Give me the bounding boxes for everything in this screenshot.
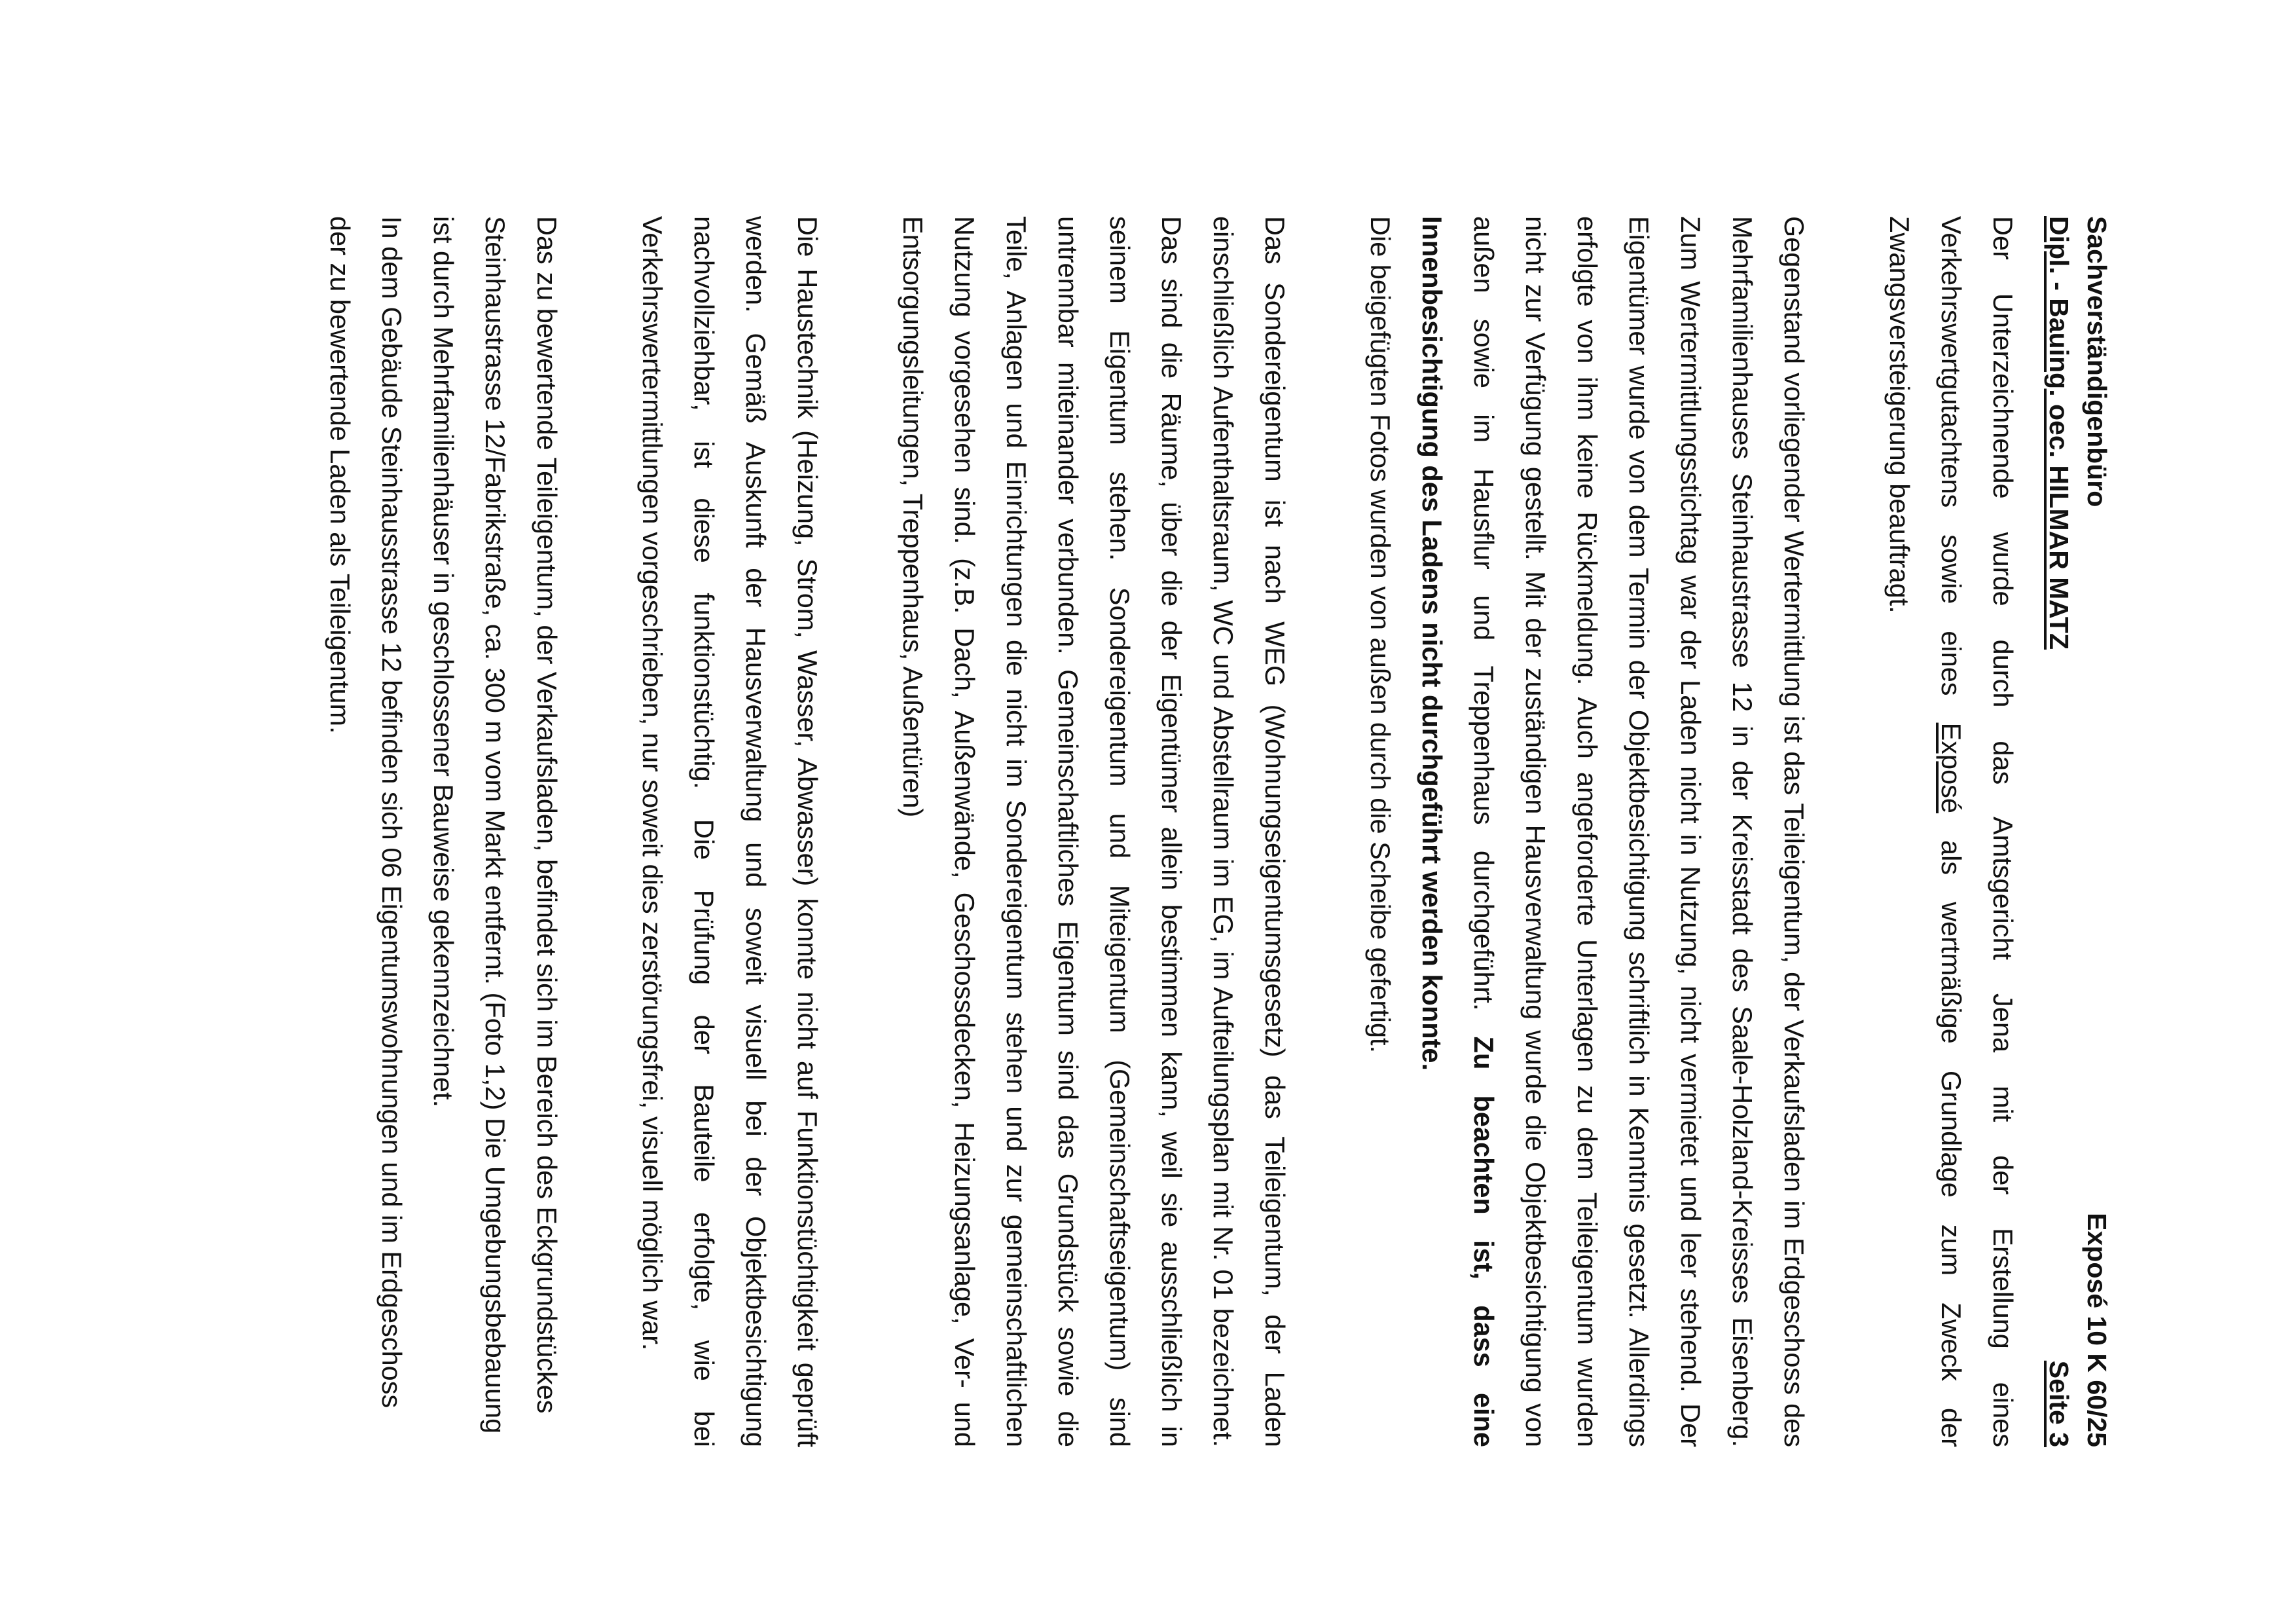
paragraph-commission: Der Unterzeichnende wurde durch das Amtsgericht Jena mit der Erstellung eines Verkehrswertgutachtens sowie eines Exposé als wertmäßige Grundlage zum Zweck der Zwangsversteigerung beauftragt.	[1884, 216, 2018, 1447]
paragraph-subject: Gegenstand vorliegender Wertermittlung ist das Teileigentum, der Verkaufsladen im Erdgeschoss des Mehrfamilienhauses Steinhaustrasse 12 in der Kreisstadt des Saale-Holzland-Kreisses Eisenberg. Zum Wertermittlungsstichtag war der Laden nicht in Nutzung, nicht vermietet und leer stehend. Der Eigentümer wurde von dem Termin der Objektbesichtigung schriftlich in Kenntnis gesetzt. Allerdings erfolgte von ihm keine Rückmeldung. Auch angeforderte Unterlagen zu dem Teileigentum wurden nicht zur Verfügung gestellt. Mit der zuständigen Hausverwaltung wurde die Objektbesichtigung von außen sowie im Hausflur und Treppenhaus durchgeführt. Zu beachten ist, dass eine Innenbesichtigung des Ladens nicht durchgeführt werden konnte. Die beigefügten Fotos wurden von außen durch die Scheibe gefertigt.	[1365, 216, 1810, 1447]
paragraph-building-services: Die Haustechnik (Heizung, Strom, Wasser, Abwasser) konnte nicht auf Funktionstüchtigkeit geprüft werden. Gemäß Auskunft der Hausverwaltung und soweit visuell bei der Objektbesichtigung nachvollziehbar, ist diese funktionstüchtig. Die Prüfung der Bauteile erfolgte, wie bei Verkehrswertermittlungen vorgeschrieben, nur soweit dies zerstörungsfrei, visuell möglich war.	[637, 216, 823, 1447]
office-name: Sachverständigenbüro	[2082, 216, 2112, 507]
document-body	[261, 216, 2029, 1447]
paragraph-location: Das zu bewertende Teileigentum, der Verkaufsladen, befindet sich im Bereich des Eckgrundstückes Steinhaustrasse 12/Fabrikstraße, ca. 300 m vom Markt entfernt. (Foto 1,2) Die Umgebungsbebauung ist durch Mehrfamilienhäuser in geschlossener Bauweise gekennzeichnet. In dem Gebäude Steinhausstrasse 12 befinden sich 06 Eigentumswohnungen und im Erdgeschoss der zu bewertende Laden als Teileigentum.	[325, 216, 562, 1434]
page-header	[2040, 216, 2116, 1447]
paragraph-ownership: Das Sondereigentum ist nach WEG (Wohnungseigentumsgesetz) das Teileigentum, der Laden einschließlich Aufenthaltsraum, WC und Abstellraum im EG, im Aufteilungsplan mit Nr. 01 bezeichnet. Das sind die Räume, über die der Eigentümer allein bestimmen kann, weil sie ausschließlich in seinem Eigentum stehen. Sondereigentum und Miteigentum (Gemeinschaftseigentum) sind untrennbar miteinander verbunden. Gemeinschaftliches Eigentum sind das Grundstück sowie die Teile, Anlagen und Einrichtungen die nicht im Sondereigentum stehen und zur gemeinschaftlichen Nutzung vorgesehen sind. (z.B. Dach, Außenwände, Geschossdecken, Heizungsanlage, Ver- und Entsorgungsleitungen, Treppenhaus, Außentüren)	[898, 216, 1290, 1447]
expert-name: Dipl. - Bauing. oec. HILMAR MATZ	[2044, 216, 2074, 650]
expose-term: Exposé	[1936, 722, 1967, 813]
inspection-notice: Zu beachten ist, dass eine Innenbesichtigung des Ladens nicht durchgeführt werden konnte.	[1417, 216, 1499, 1447]
file-reference: Exposé 10 K 60/25	[2082, 1213, 2112, 1447]
page-number: Seite 3	[2044, 1360, 2074, 1447]
